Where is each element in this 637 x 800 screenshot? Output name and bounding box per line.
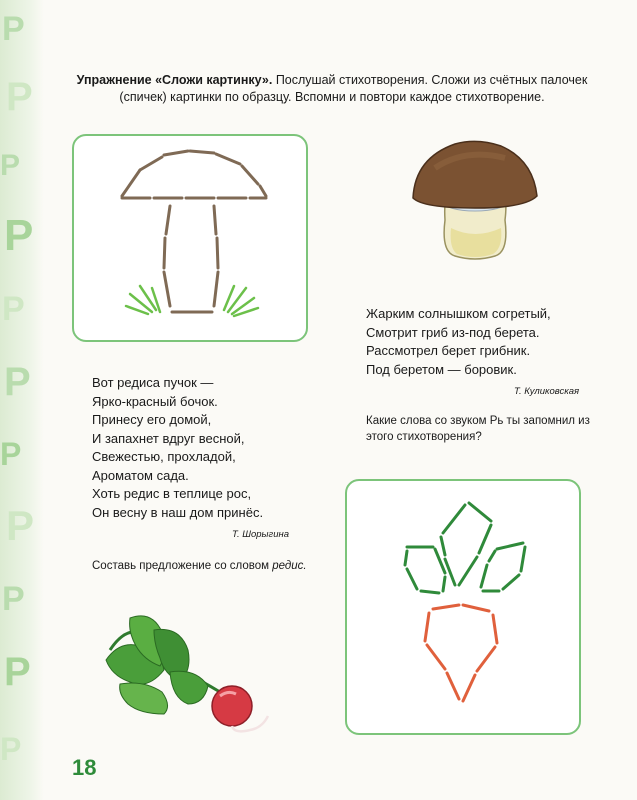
exercise-title: Упражнение «Сложи картинку». [76, 73, 273, 87]
svg-text:Р: Р [2, 580, 25, 618]
radish-stick-panel [345, 479, 581, 735]
svg-text:Р: Р [0, 731, 22, 767]
poem-line: Жарким солнышком согретый, [366, 306, 551, 321]
sentence-task [92, 558, 312, 574]
svg-text:Р: Р [4, 360, 31, 404]
poem-line: Ароматом сада. [92, 467, 189, 483]
mushroom-poem [366, 305, 551, 379]
poem-line: Вот редиса пучок — [92, 375, 214, 390]
poem-line: Он весну в наш дом принёс. [92, 504, 264, 520]
poem-line: Свежестью, прохладой, [92, 449, 236, 464]
mushroom-stick-icon [74, 136, 306, 340]
svg-text:Р: Р [2, 290, 25, 328]
decorative-letter-strip [0, 0, 44, 800]
svg-text:Р: Р [2, 10, 25, 48]
svg-text:Р: Р [6, 75, 33, 119]
radish-poem-author: Т. Шорыгина [232, 529, 290, 540]
poem-line: Принесу его домой, [92, 412, 212, 427]
mushroom-poem-author: Т. Куликовская [514, 386, 580, 397]
poem-line: Хоть редис в теплице рос, [92, 486, 252, 501]
poem-line: Рассмотрел берет грибник. [366, 343, 531, 358]
radish-stick-icon [347, 481, 579, 733]
task-text: Составь предложение со словом [92, 560, 270, 572]
poem-line: Ярко-красный бочок. [92, 393, 218, 409]
sound-question: Какие слова со звуком Рь ты запомнил из этого стихотворения? [366, 415, 590, 443]
radish-illustration [100, 610, 290, 740]
exercise-instruction [72, 72, 592, 106]
task-word: редис. [272, 560, 307, 572]
poem-line: И запахнет вдруг весной, [92, 430, 245, 446]
svg-text:Р: Р [4, 650, 31, 694]
mushroom-stick-panel [72, 134, 308, 342]
mushroom-illustration [405, 128, 545, 278]
page-number: 18 [72, 755, 97, 780]
svg-text:Р: Р [6, 502, 35, 549]
poem-line: Под беретом — боровик. [366, 361, 517, 377]
letter-pattern-icon [0, 0, 44, 800]
svg-text:Р: Р [0, 149, 21, 182]
exercise-text: Послушай стихотворения. Сложи из счётных палочек (спичек) картинки по образцу. Вспомни и повтори каждое стихотворение. [119, 73, 588, 104]
svg-text:Р: Р [0, 436, 22, 472]
radish-poem [92, 374, 263, 522]
poem-line: Смотрит гриб из-под берета. [366, 324, 540, 340]
svg-text:Р: Р [4, 211, 34, 260]
